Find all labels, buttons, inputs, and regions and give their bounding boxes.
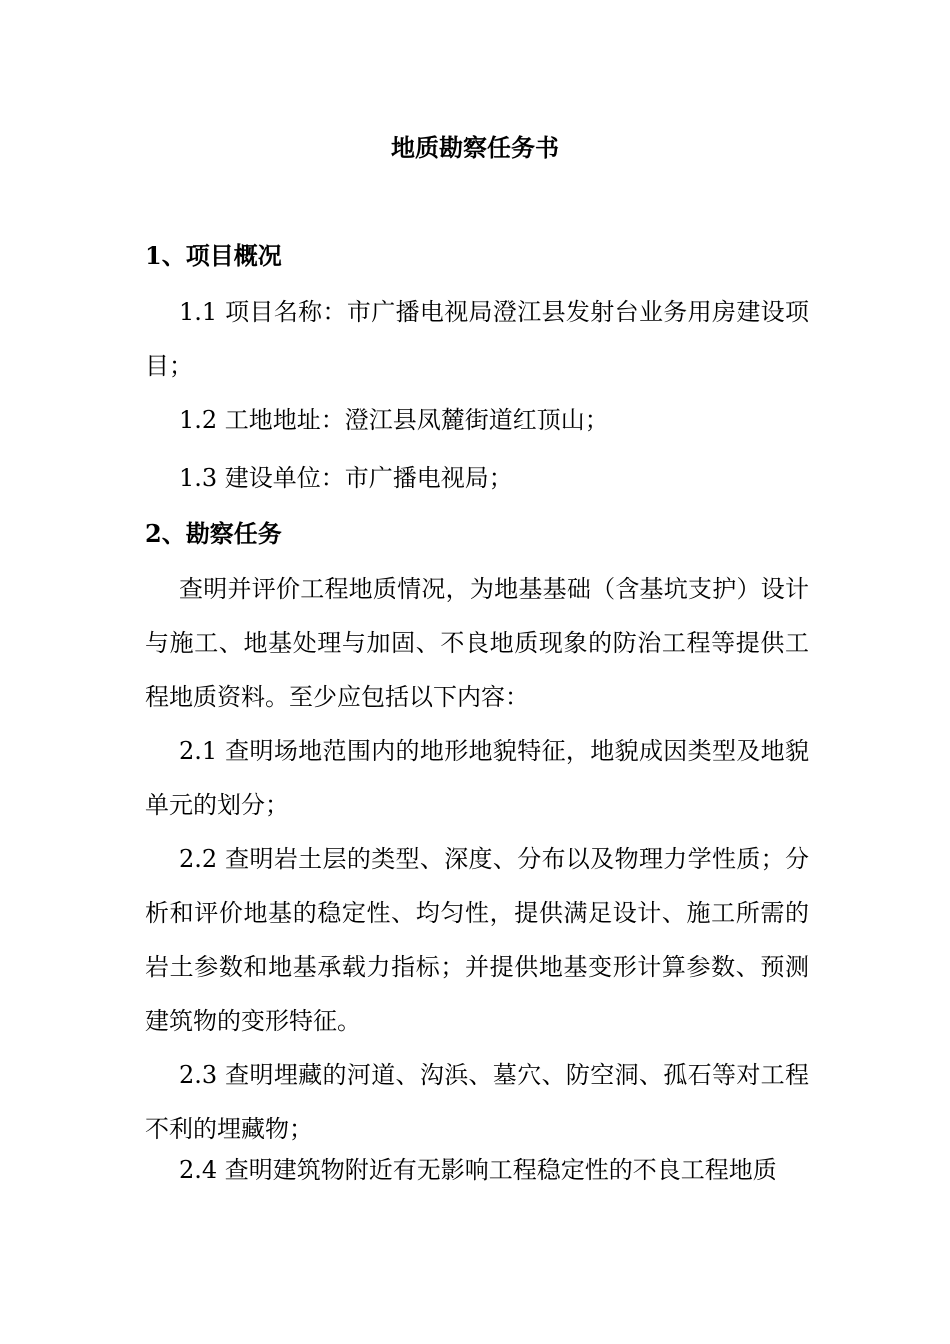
paragraph-task-2-4: 2.4 查明建筑物附近有无影响工程稳定性的不良工程地质 bbox=[179, 1156, 777, 1184]
paragraph-task-2-2: 2.2 查明岩土层的类型、深度、分布以及物理力学性质；分析和评价地基的稳定性、均匀性，提供满足设计、施工所需的岩土参数和地基承载力指标；并提供地基变形计算参数、预测建筑物的变形特征。 bbox=[145, 845, 809, 1035]
paragraph-task-2-1: 2.1 查明场地范围内的地形地貌特征，地貌成因类型及地貌单元的划分； bbox=[145, 737, 809, 819]
paragraph-task-2-3: 2.3 查明埋藏的河道、沟浜、墓穴、防空洞、孤石等对工程不利的埋藏物； bbox=[145, 1061, 809, 1143]
paragraph-construction-unit: 1.3 建设单位：市广播电视局； bbox=[179, 464, 513, 492]
document-title: 地质勘察任务书 bbox=[391, 133, 559, 162]
paragraph-site-address: 1.2 工地地址：澄江县凤麓街道红顶山； bbox=[179, 406, 609, 434]
paragraph-survey-intro: 查明并评价工程地质情况，为地基基础（含基坑支护）设计与施工、地基处理与加固、不良地质现象的防治工程等提供工程地质资料。至少应包括以下内容： bbox=[145, 575, 809, 711]
paragraph-project-name: 1.1 项目名称：市广播电视局澄江县发射台业务用房建设项目； bbox=[145, 298, 809, 380]
section-heading-project-overview: 1、项目概况 bbox=[145, 241, 282, 270]
section-heading-survey-tasks: 2、勘察任务 bbox=[145, 519, 282, 548]
